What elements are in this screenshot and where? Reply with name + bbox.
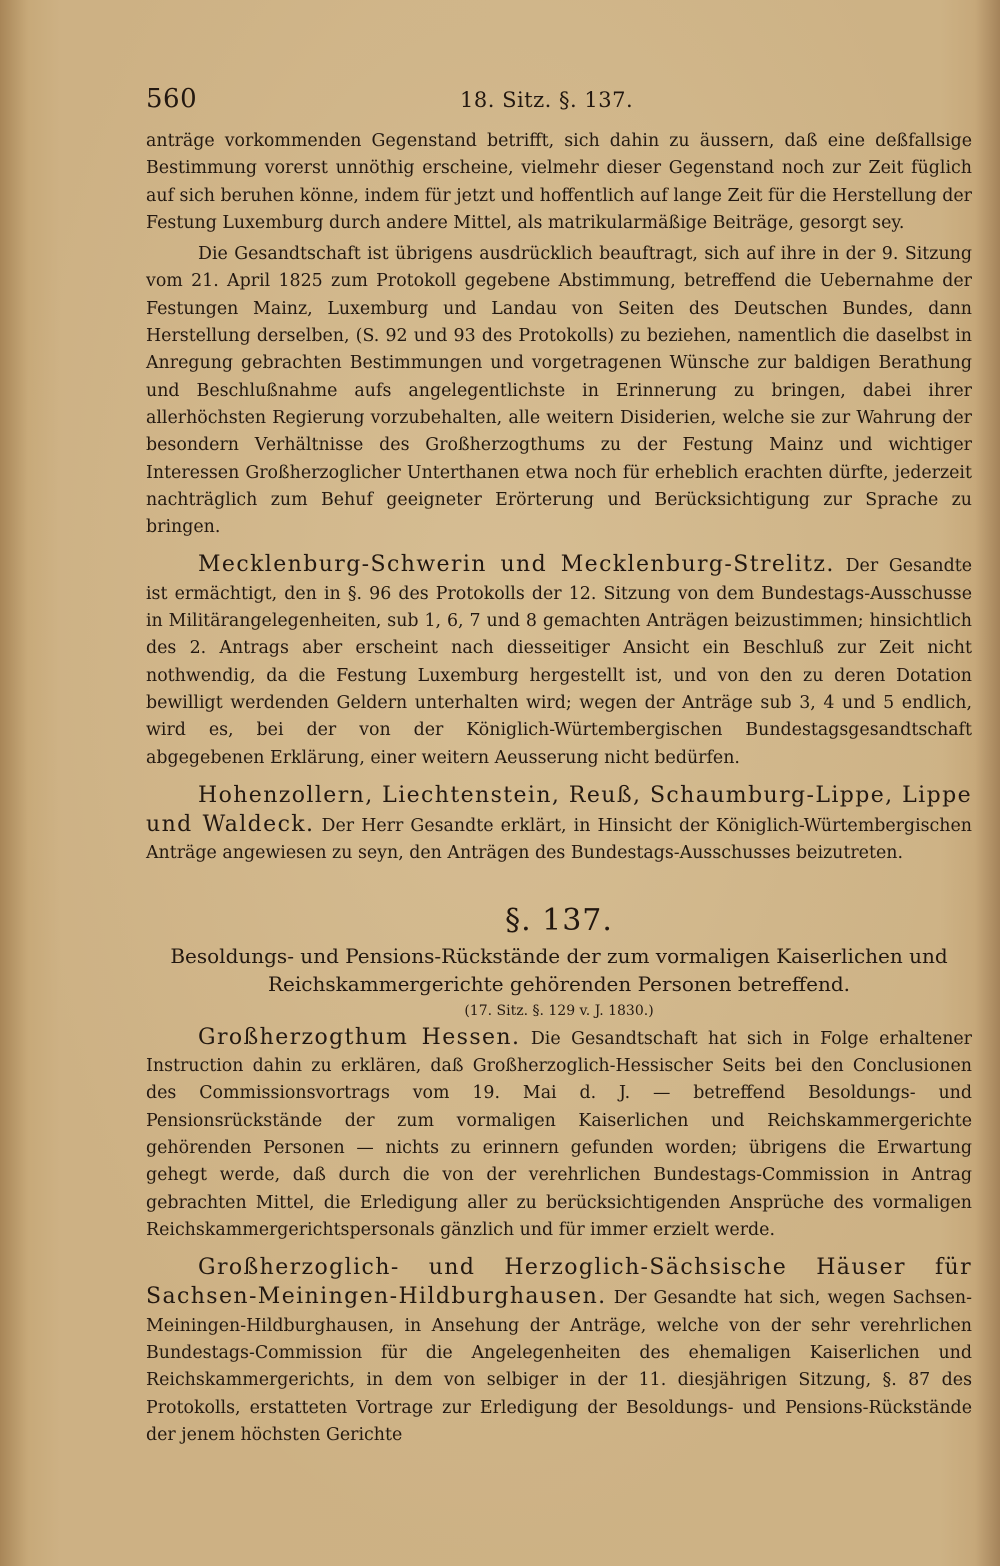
paragraph-lead: Hohenzollern, Liechtenstein, Reuß, Schaumburg-Lippe, Lippe und Waldeck. [146,782,972,838]
text-body [146,128,972,1449]
section-heading: §. 137. [505,902,613,938]
page-number: 560 [146,84,198,114]
paragraph-text: Die Gesandtschaft ist übrigens ausdrücklich beauftragt, sich auf ihre in der 9. Sitzung vom 21. April 1825 zum Protokoll gegebene Abstimmung, betreffend die Uebernahme der Festungen Mainz, Luxemburg und Landau von Seiten des Deutschen Bundes, dann Herstellung derselben, (S. 92 und 93 des Protokolls) zu beziehen, namentlich die daselbst in Anregung gebrachten Bestimmungen und vorgetragenen Wünsche zur baldigen Berathung und Beschlußnahme aufs angelegentlichste in Erinnerung zu bringen, dabei ihrer allerhöchsten Regierung vorzubehalten, alle weitern Disiderien, welche sie zur Wahrung der besondern Verhältnisse des Großherzogthums zu der Festung Mainz und wichtiger Interessen Großherzoglicher Unterthanen etwa noch für erheblich erachten dürfte, jederzeit nachträglich zum Behuf geeigneter Erörterung und Berücksichtigung zur Sprache zu bringen. [146,244,972,538]
paragraph-text: Die Gesandtschaft hat sich in Folge erhaltener Instruction dahin zu erklären, daß Großherzoglich-Hessischer Seits bei den Conclusionen des Commissionsvortrags vom 19. Mai d. J. — betreffend Besoldungs- und Pensionsrückstände der zum vormaligen Kaiserlichen und Reichskammergerichte gehörenden Personen — nichts zu erinnern gefunden worden; übrigens die Erwartung gehegt werde, daß durch die von der verehrlichen Bundestags-Commission in Antrag gebrachten Mittel, die Erledigung aller zu berücksichtigenden Ansprüche des vormaligen Reichskammergerichtspersonals gänzlich und für immer erzielt werde. [146,1028,972,1240]
paragraph-saechsische-haeuser [146,1254,972,1449]
paragraph-text: Der Gesandte ist ermächtigt, den in §. 96 des Protokolls der 12. Sitzung von dem Bundestags-Ausschusse in Militärangelegenheiten, sub 1, 6, 7 und 8 gemachten Anträgen beizustimmen; hinsichtlich des 2. Antrags aber erscheint nach diesseitiger Ansicht ein Beschluß zur Zeit nicht nothwendig, da die Festung Luxemburg hergestellt ist, und von den zu deren Dotation bewilligt werdenden Geldern unterhalten wird; wegen der Anträge sub 3, 4 und 5 endlich, wird es, bei der von der Königlich-Würtembergischen Bundestagsgesandtschaft abgegebenen Erklärung, einer weitern Aeusserung nicht bedürfen. [146,556,972,768]
section-citation: (17. Sitz. §. 129 v. J. 1830.) [464,1002,654,1019]
section-title: Besoldungs- und Pensions-Rückstände der zum vormaligen Kaiserlichen und Reichskammergerichte gehörenden Personen betreffend. [170,943,948,996]
paragraph-continuation [146,128,972,237]
paragraph-lead: Mecklenburg-Schwerin und Mecklenburg-Strelitz. [198,552,835,578]
paragraph-hessen-instruction [146,241,972,541]
paragraph-mecklenburg [146,551,972,771]
paragraph-hohenzollern [146,782,972,868]
paragraph-text: Der Herr Gesandte erklärt, in Hinsicht der Königlich-Würtembergischen Anträge angewiesen zu seyn, den Anträgen des Bundestags-Ausschusses beizutreten. [146,816,972,864]
running-head: 18. Sitz. §. 137. [460,88,634,112]
paragraph-lead: Großherzogthum Hessen. [198,1024,521,1050]
paragraph-text: anträge vorkommenden Gegenstand betrifft, sich dahin zu äussern, daß eine deßfallsige Bestimmung vorerst unnöthig erscheine, vielmehr dieser Gegenstand noch zur Zeit füglich auf sich beruhen könne, indem für jetzt und hoffentlich auf lange Zeit für die Herstellung der Festung Luxemburg durch andere Mittel, als matrikularmäßige Beiträge, gesorgt sey. [146,131,972,233]
paragraph-text: Der Gesandte hat sich, wegen Sachsen-Meiningen-Hildburghausen, in Ansehung der Anträge, welche von der sehr verehrlichen Bundestags-Commission für die Angelegenheiten des ehemaligen Kaiserlichen und Reichskammergerichts, in dem von selbiger in der 11. diesjährigen Sitzung, §. 87 des Protokolls, erstatteten Vortrage zur Erledigung der Besoldungs- und Pensions-Rückstände der jenem höchsten Gerichte [146,1288,973,1445]
paragraph-lead: Großherzoglich- und Herzoglich-Sächsische Häuser für Sachsen-Meiningen-Hildburghausen. [146,1255,972,1310]
paragraph-grossherzogthum-hessen [146,1024,972,1244]
page-header [0,78,1000,118]
